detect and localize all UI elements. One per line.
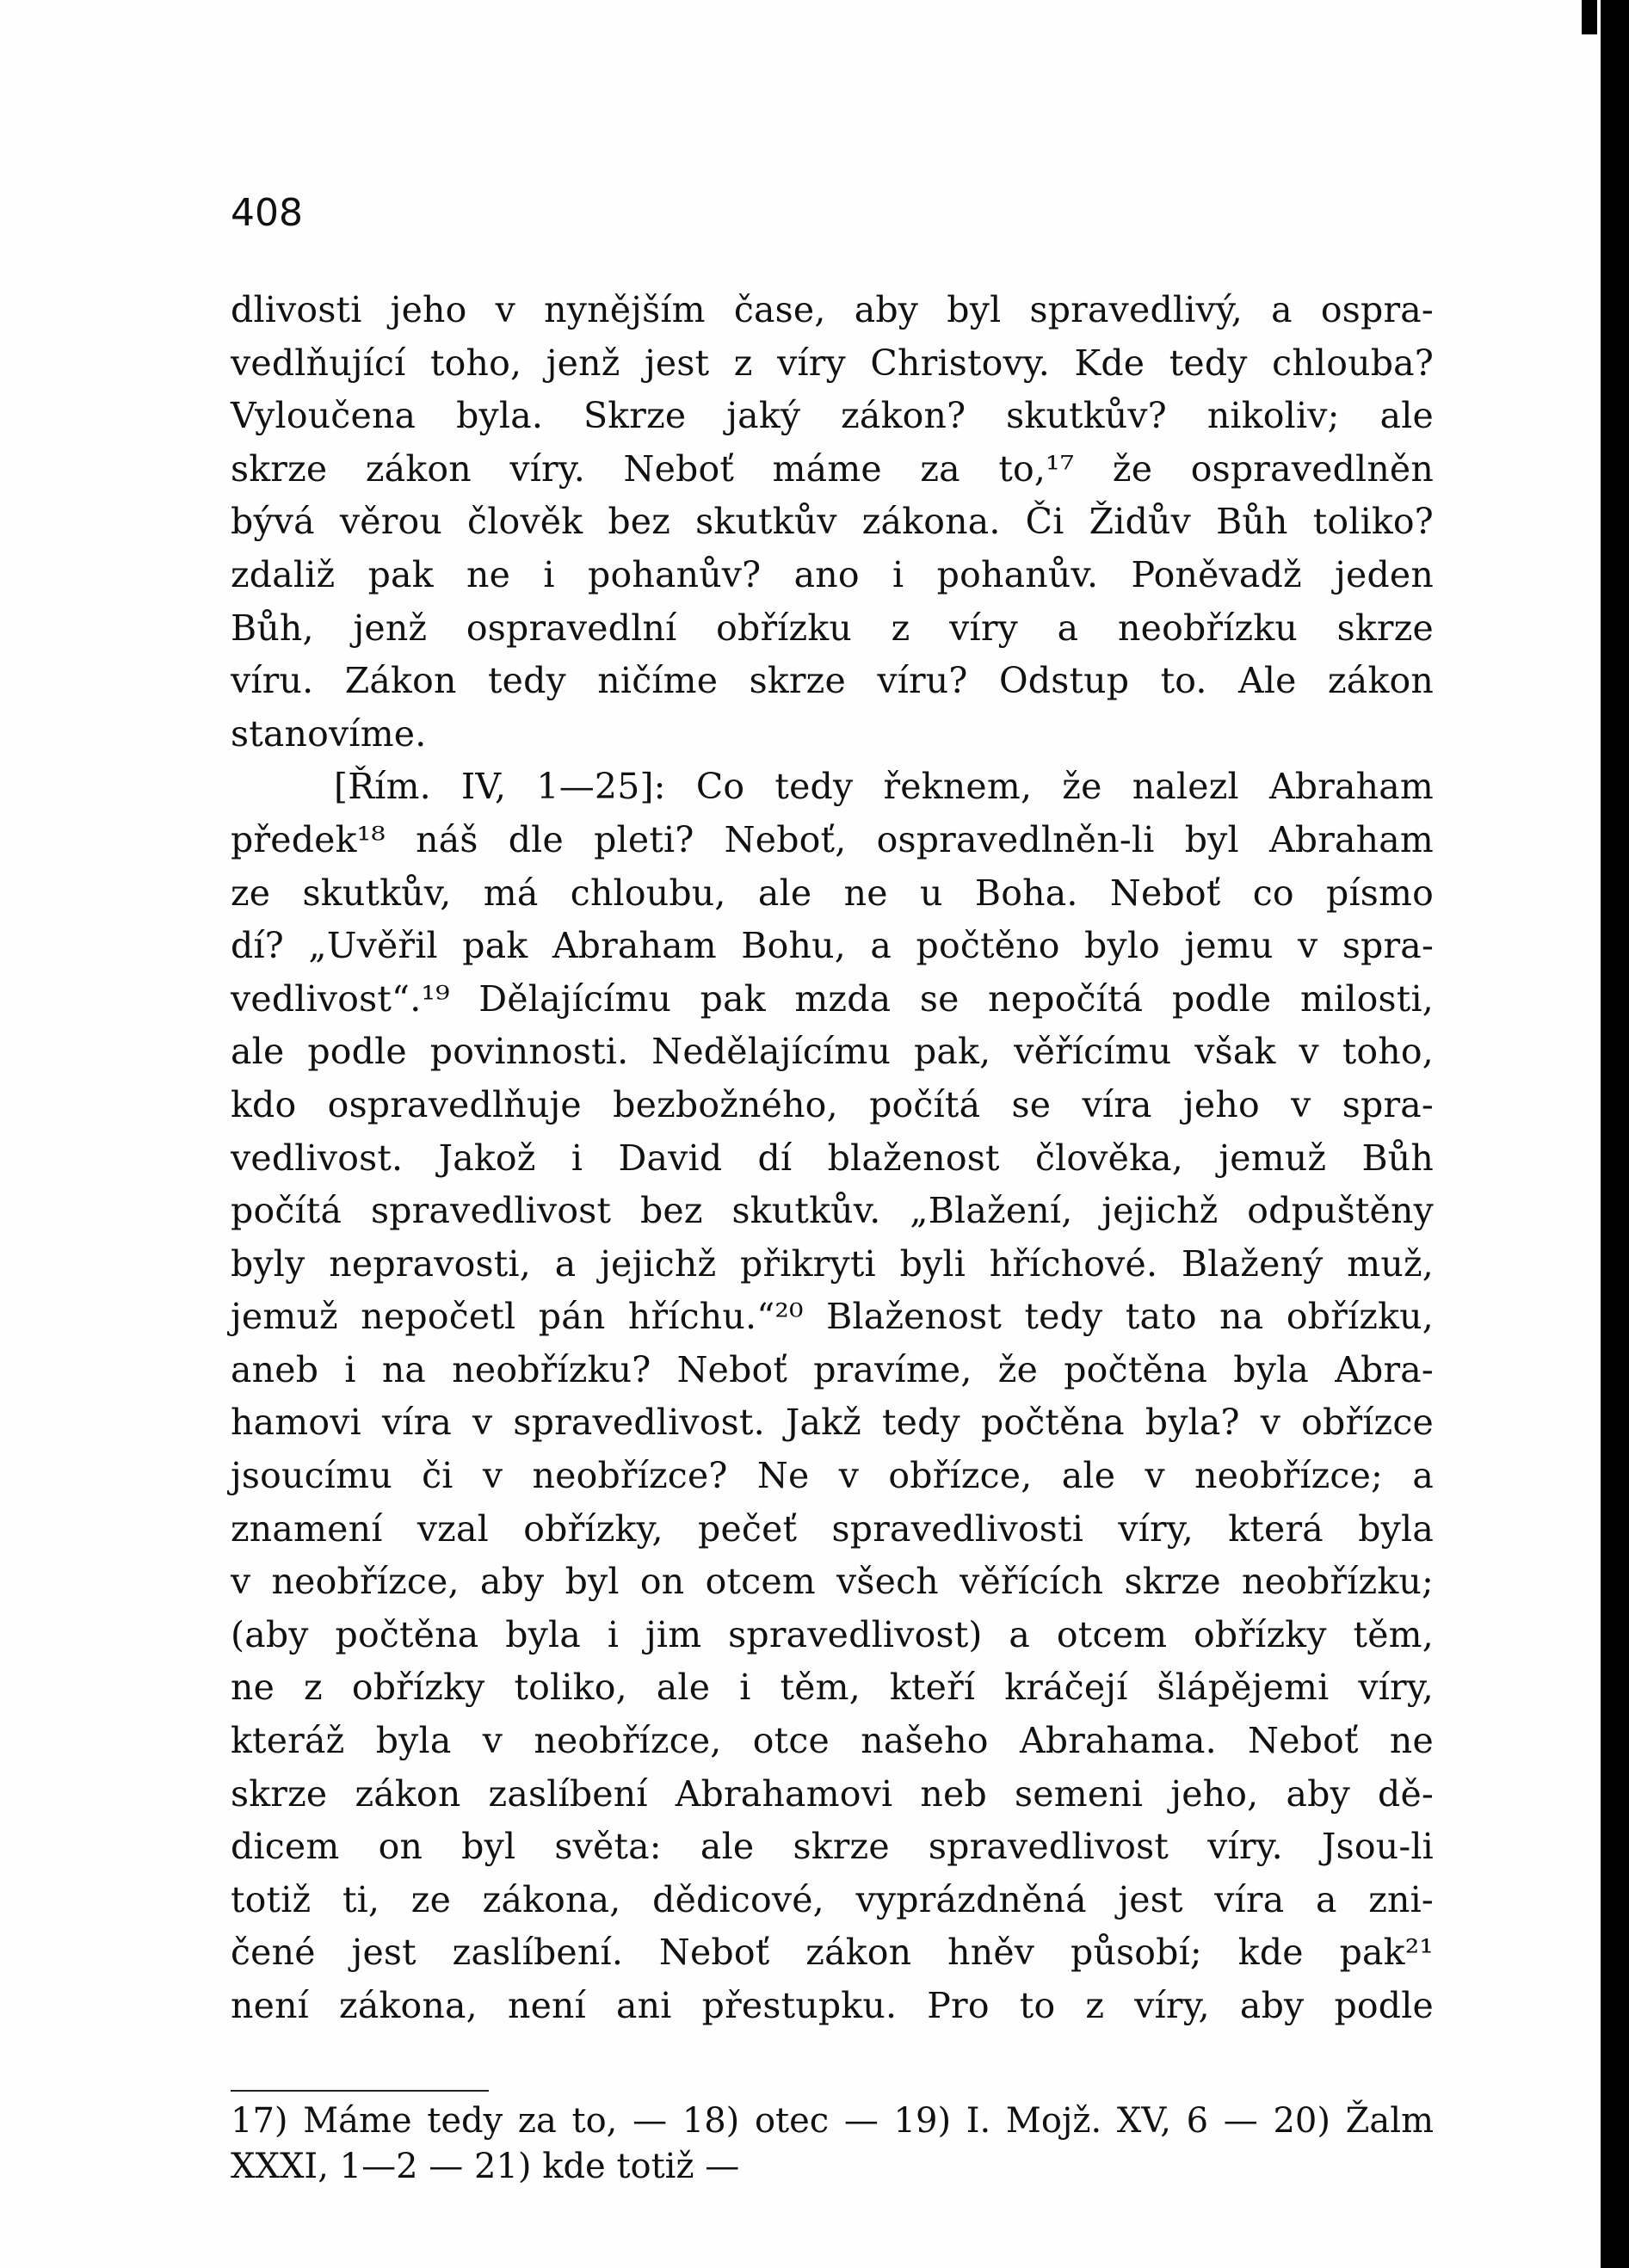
text-line: počítá spravedlivost bez skutkův. „Blažení, jejichž odpuštěny bbox=[231, 1190, 1434, 1232]
text-line: znamení vzal obřízky, pečeť spravedlivosti víry, která byla bbox=[231, 1507, 1434, 1550]
text-line: stanovíme. bbox=[231, 712, 427, 755]
text-line: dicem on byl světa: ale skrze spravedlivost víry. Jsou-li bbox=[231, 1826, 1434, 1868]
text-line: totiž ti, ze zákona, dědicové, vyprázdněná jest víra a zni- bbox=[231, 1878, 1434, 1920]
text-line: kdo ospravedlňuje bezbožného, počítá se víra jeho v spra- bbox=[231, 1083, 1434, 1125]
page-content bbox=[231, 191, 1434, 2190]
text-line: dí? „Uvěřil pak Abraham Bohu, a počtěno bylo jemu v spra- bbox=[231, 925, 1434, 967]
text-line: Bůh, jenž ospravedlní obřízku z víry a neobřízku skrze bbox=[231, 607, 1434, 649]
text-line: dlivosti jeho v nynějším čase, aby byl spravedlivý, a ospra- bbox=[231, 289, 1434, 330]
footnote-divider bbox=[231, 2090, 489, 2092]
text-line: není zákona, není ani přestupku. Pro to z víry, aby podle bbox=[231, 1985, 1434, 2026]
text-line: (aby počtěna byla i jim spravedlivost) a otcem obřízky těm, bbox=[231, 1613, 1434, 1655]
scan-edge bbox=[1601, 0, 1629, 2268]
text-line: ale podle povinnosti. Nedělajícímu pak, věřícímu však v toho, bbox=[231, 1031, 1434, 1073]
text-line: skrze zákon zaslíbení Abrahamovi neb semeni jeho, aby dě- bbox=[231, 1772, 1434, 1815]
text-line: ze skutkův, má chloubu, ale ne u Boha. Neboť co písmo bbox=[231, 872, 1434, 914]
text-line: kteráž byla v neobřízce, otce našeho Abrahama. Neboť ne bbox=[231, 1720, 1434, 1762]
text-line: [Řím. IV, 1—25]: Co tedy řeknem, že nalezl Abraham bbox=[334, 766, 1434, 808]
text-line: aneb i na neobřízku? Neboť pravíme, že počtěna byla Abra- bbox=[231, 1348, 1434, 1390]
text-line: zdaliž pak ne i pohanův? ano i pohanův. Poněvadž jeden bbox=[231, 553, 1434, 595]
text-line: vedlivost“.¹⁹ Dělajícímu pak mzda se nepočítá podle milosti, bbox=[231, 977, 1434, 1020]
footnote-line: 17) Máme tedy za to, — 18) otec — 19) I. Mojž. XV, 6 — 20) Žalm bbox=[231, 2100, 1434, 2141]
footnotes bbox=[231, 2099, 1434, 2190]
footnote-line: XXXI, 1—2 — 21) kde totiž — bbox=[231, 2146, 740, 2186]
scan-mark bbox=[1582, 0, 1597, 34]
text-line: ne z obřízky toliko, ale i těm, kteří kráčejí šlápějemi víry, bbox=[231, 1667, 1434, 1709]
text-line: bývá věrou člověk bez skutkův zákona. Či Židův Bůh toliko? bbox=[231, 501, 1434, 543]
text-line: byly nepravosti, a jejichž přikryti byli hříchové. Blažený muž, bbox=[231, 1242, 1434, 1285]
page-number: 408 bbox=[231, 191, 303, 235]
text-line: vedlivost. Jakož i David dí blaženost člověka, jemuž Bůh bbox=[231, 1137, 1434, 1179]
text-line: víru. Zákon tedy ničíme skrze víru? Odstup to. Ale zákon bbox=[231, 660, 1434, 702]
text-line: předek¹⁸ náš dle pleti? Neboť, ospravedlněn-li byl Abraham bbox=[231, 818, 1434, 860]
text-line: jsoucímu či v neobřízce? Ne v obřízce, ale v neobřízce; a bbox=[231, 1455, 1434, 1497]
text-line: hamovi víra v spravedlivost. Jakž tedy počtěna byla? v obřízce bbox=[231, 1402, 1434, 1444]
text-line: čené jest zaslíbení. Neboť zákon hněv působí; kde pak²¹ bbox=[231, 1932, 1434, 1974]
text-line: v neobřízce, aby byl on otcem všech věřících skrze neobřízku; bbox=[231, 1561, 1434, 1603]
body-text bbox=[231, 284, 1434, 2033]
text-line: Vyloučena byla. Skrze jaký zákon? skutkův? nikoliv; ale bbox=[231, 395, 1434, 437]
text-line: skrze zákon víry. Neboť máme za to,¹⁷ že ospravedlněn bbox=[231, 447, 1434, 490]
text-line: jemuž nepočetl pán hříchu.“²⁰ Blaženost tedy tato na obřízku, bbox=[231, 1296, 1434, 1338]
text-line: vedlňující toho, jenž jest z víry Christovy. Kde tedy chlouba? bbox=[231, 342, 1434, 384]
